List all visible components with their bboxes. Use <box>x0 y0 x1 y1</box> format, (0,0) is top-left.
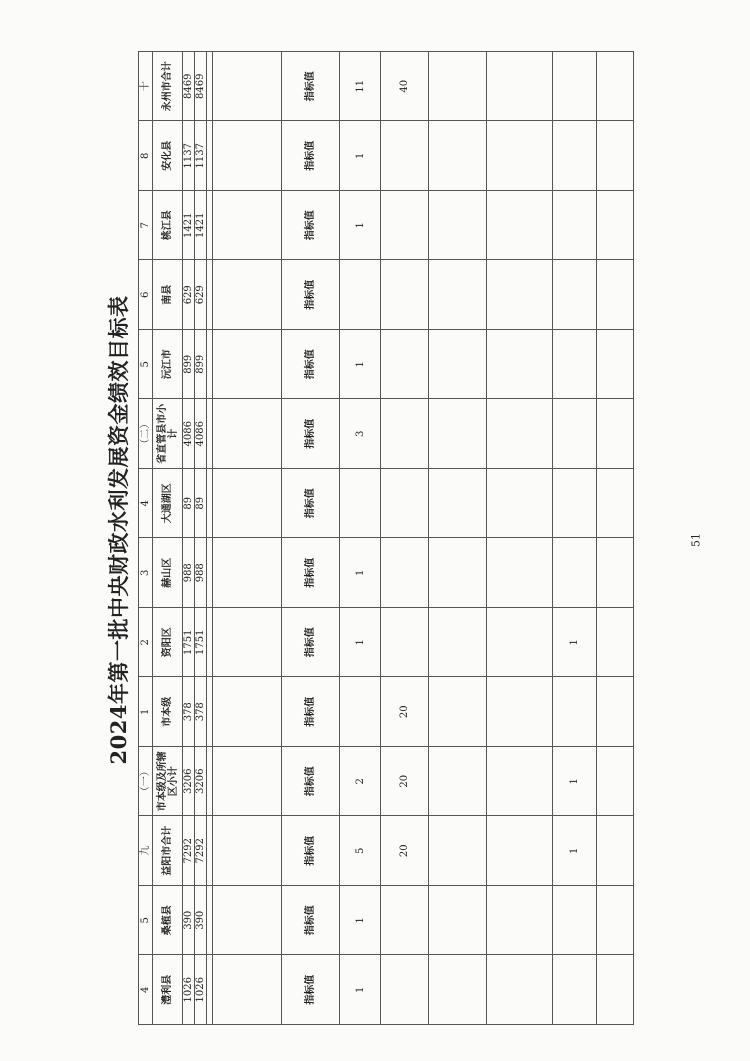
row-region-cell: 益阳市合计 <box>153 816 183 886</box>
row-indicator-cell: 指标值 <box>282 260 340 330</box>
page-title-text: 2024年第一批中央财政水利发展资金绩效目标表 <box>106 295 131 765</box>
row-value-4-cell <box>487 469 553 539</box>
row-blank-cell <box>213 816 282 886</box>
row-value-1-cell <box>340 677 381 747</box>
row-indicator-cell: 指标值 <box>282 955 340 1025</box>
row-code-cell: 3 <box>139 538 153 608</box>
row-total-cell: 7292 <box>183 816 195 886</box>
row-amount-cell: 390 <box>195 886 207 956</box>
page-number-text: 51 <box>689 533 703 547</box>
row-value-5-cell <box>553 260 597 330</box>
row-blank-cell <box>213 469 282 539</box>
row-value-6-cell <box>597 399 634 469</box>
row-code-cell: 4 <box>139 955 153 1025</box>
row-total-cell: 3206 <box>183 747 195 817</box>
row-amount-cell: 4086 <box>195 399 207 469</box>
row-value-3-cell <box>429 955 487 1025</box>
row-value-4-cell <box>487 330 553 400</box>
row-value-2-cell: 20 <box>381 677 429 747</box>
row-region-cell: 资阳区 <box>153 608 183 678</box>
row-value-5-cell <box>553 469 597 539</box>
row-blank-cell <box>213 330 282 400</box>
row-amount <box>195 52 207 1025</box>
row-amount-cell: 1137 <box>195 121 207 191</box>
row-region-cell: 市本级及所辖区小计 <box>153 747 183 817</box>
row-value-1-cell: 1 <box>340 608 381 678</box>
row-value-6-cell <box>597 52 634 122</box>
row-value-3-cell <box>429 330 487 400</box>
row-value-1-cell: 1 <box>340 886 381 956</box>
row-code-cell: 7 <box>139 191 153 261</box>
row-value-3-cell <box>429 816 487 886</box>
row-indicator-cell: 指标值 <box>282 469 340 539</box>
row-region-cell: 安化县 <box>153 121 183 191</box>
row-value-4-cell <box>487 260 553 330</box>
row-blank-cell <box>213 399 282 469</box>
row-value-2-cell <box>381 399 429 469</box>
row-indicator-cell: 指标值 <box>282 886 340 956</box>
row-blank-cell <box>213 121 282 191</box>
row-total-cell: 899 <box>183 330 195 400</box>
row-value-4-cell <box>487 191 553 261</box>
row-value-5-cell <box>553 886 597 956</box>
row-value-4 <box>487 52 553 1025</box>
row-value-3-cell <box>429 886 487 956</box>
row-value-6-cell <box>597 330 634 400</box>
row-code-cell: 8 <box>139 121 153 191</box>
row-amount-cell: 988 <box>195 538 207 608</box>
row-blank-cell <box>213 608 282 678</box>
row-value-2-cell <box>381 260 429 330</box>
row-amount-cell: 8469 <box>195 52 207 122</box>
row-value-2-cell <box>381 121 429 191</box>
row-value-1-cell: 2 <box>340 747 381 817</box>
row-value-1-cell <box>340 469 381 539</box>
row-total-cell: 1137 <box>183 121 195 191</box>
row-region-cell: 桑植县 <box>153 886 183 956</box>
row-total-cell: 1421 <box>183 191 195 261</box>
row-value-1 <box>340 52 381 1025</box>
row-value-6-cell <box>597 121 634 191</box>
row-blank-cell <box>213 747 282 817</box>
row-region-cell: 省直管县市小计 <box>153 399 183 469</box>
row-total-cell: 378 <box>183 677 195 747</box>
row-blank-cell <box>213 677 282 747</box>
row-value-1-cell: 5 <box>340 816 381 886</box>
row-total-cell: 988 <box>183 538 195 608</box>
row-value-3-cell <box>429 121 487 191</box>
row-value-5-cell <box>553 330 597 400</box>
row-region <box>153 52 183 1025</box>
row-amount-cell: 1421 <box>195 191 207 261</box>
row-code-cell: 2 <box>139 608 153 678</box>
row-indicator <box>282 52 340 1025</box>
row-value-3-cell <box>429 260 487 330</box>
row-region-cell: 澧利县 <box>153 955 183 1025</box>
performance-target-table <box>138 52 631 1025</box>
row-value-6-cell <box>597 191 634 261</box>
row-region-cell: 市本级 <box>153 677 183 747</box>
row-value-6-cell <box>597 469 634 539</box>
row-value-3-cell <box>429 469 487 539</box>
row-blank <box>213 52 282 1025</box>
row-region-cell: 赫山区 <box>153 538 183 608</box>
row-value-1-cell: 1 <box>340 955 381 1025</box>
row-value-6-cell <box>597 955 634 1025</box>
row-region-cell: 南县 <box>153 260 183 330</box>
row-value-6-cell <box>597 608 634 678</box>
row-amount-cell: 629 <box>195 260 207 330</box>
row-code-cell: 4 <box>139 469 153 539</box>
row-value-5-cell <box>553 399 597 469</box>
row-value-2-cell <box>381 608 429 678</box>
row-value-5-cell: 1 <box>553 608 597 678</box>
row-indicator-cell: 指标值 <box>282 52 340 122</box>
row-value-5-cell <box>553 52 597 122</box>
row-value-2-cell: 20 <box>381 747 429 817</box>
row-indicator-cell: 指标值 <box>282 608 340 678</box>
row-blank-cell <box>213 886 282 956</box>
row-region-cell: 桃江县 <box>153 191 183 261</box>
row-value-1-cell: 11 <box>340 52 381 122</box>
row-value-1-cell <box>340 260 381 330</box>
row-code-cell: 九 <box>139 816 153 886</box>
row-value-5-cell <box>553 677 597 747</box>
row-value-4-cell <box>487 955 553 1025</box>
row-value-2-cell <box>381 955 429 1025</box>
row-code-cell: （一） <box>139 747 153 817</box>
row-region-cell: 沅江市 <box>153 330 183 400</box>
row-value-4-cell <box>487 816 553 886</box>
row-blank-cell <box>213 260 282 330</box>
row-amount-cell: 899 <box>195 330 207 400</box>
row-indicator-cell: 指标值 <box>282 677 340 747</box>
row-total-cell: 89 <box>183 469 195 539</box>
row-amount-cell: 1751 <box>195 608 207 678</box>
row-region-cell: 永州市合计 <box>153 52 183 122</box>
row-value-1-cell: 1 <box>340 121 381 191</box>
row-value-4-cell <box>487 747 553 817</box>
row-value-3-cell <box>429 399 487 469</box>
row-blank-cell <box>213 538 282 608</box>
row-code-cell: （二） <box>139 399 153 469</box>
row-value-2 <box>381 52 429 1025</box>
row-total-cell: 1751 <box>183 608 195 678</box>
row-indicator-cell: 指标值 <box>282 816 340 886</box>
row-value-6-cell <box>597 886 634 956</box>
row-value-2-cell: 20 <box>381 816 429 886</box>
row-value-6 <box>597 52 634 1025</box>
row-amount-cell: 89 <box>195 469 207 539</box>
row-code-cell: 5 <box>139 886 153 956</box>
row-value-6-cell <box>597 747 634 817</box>
row-value-2-cell <box>381 538 429 608</box>
row-blank-cell <box>213 191 282 261</box>
row-amount-cell: 3206 <box>195 747 207 817</box>
row-value-3-cell <box>429 677 487 747</box>
row-amount-cell: 7292 <box>195 816 207 886</box>
row-value-2-cell <box>381 469 429 539</box>
row-blank-cell <box>213 52 282 122</box>
row-value-3-cell <box>429 538 487 608</box>
row-amount-cell: 378 <box>195 677 207 747</box>
row-value-2-cell <box>381 330 429 400</box>
row-value-4-cell <box>487 52 553 122</box>
row-total-cell: 1026 <box>183 955 195 1025</box>
row-code-cell: 5 <box>139 330 153 400</box>
row-value-5-cell <box>553 955 597 1025</box>
row-value-3 <box>429 52 487 1025</box>
row-value-3-cell <box>429 608 487 678</box>
row-amount-cell: 1026 <box>195 955 207 1025</box>
row-value-2-cell <box>381 886 429 956</box>
row-value-6-cell <box>597 816 634 886</box>
row-value-1-cell: 1 <box>340 330 381 400</box>
row-value-5-cell: 1 <box>553 816 597 886</box>
row-total-cell: 4086 <box>183 399 195 469</box>
row-indicator-cell: 指标值 <box>282 747 340 817</box>
row-total-cell: 390 <box>183 886 195 956</box>
row-indicator-cell: 指标值 <box>282 191 340 261</box>
row-value-5-cell <box>553 538 597 608</box>
row-value-4-cell <box>487 608 553 678</box>
row-value-4-cell <box>487 886 553 956</box>
row-value-3-cell <box>429 191 487 261</box>
row-value-2-cell: 40 <box>381 52 429 122</box>
row-value-2-cell <box>381 191 429 261</box>
row-total-cell: 8469 <box>183 52 195 122</box>
row-value-4-cell <box>487 399 553 469</box>
row-value-6-cell <box>597 260 634 330</box>
row-code <box>139 52 153 1025</box>
row-code-cell: 1 <box>139 677 153 747</box>
row-value-1-cell: 3 <box>340 399 381 469</box>
row-value-6-cell <box>597 538 634 608</box>
row-value-5-cell <box>553 121 597 191</box>
row-value-1-cell: 1 <box>340 538 381 608</box>
row-value-5-cell: 1 <box>553 747 597 817</box>
row-code-cell: 6 <box>139 260 153 330</box>
row-value-4-cell <box>487 121 553 191</box>
row-value-5-cell <box>553 191 597 261</box>
row-indicator-cell: 指标值 <box>282 330 340 400</box>
row-value-4-cell <box>487 677 553 747</box>
row-total <box>183 52 195 1025</box>
row-value-5 <box>553 52 597 1025</box>
row-blank-cell <box>213 955 282 1025</box>
row-value-1-cell: 1 <box>340 191 381 261</box>
row-region-cell: 大通湖区 <box>153 469 183 539</box>
row-indicator-cell: 指标值 <box>282 399 340 469</box>
row-code-cell: 十 <box>139 52 153 122</box>
row-value-6-cell <box>597 677 634 747</box>
row-indicator-cell: 指标值 <box>282 538 340 608</box>
row-indicator-cell: 指标值 <box>282 121 340 191</box>
data-table <box>138 51 634 1025</box>
row-value-3-cell <box>429 52 487 122</box>
row-total-cell: 629 <box>183 260 195 330</box>
row-value-4-cell <box>487 538 553 608</box>
row-value-3-cell <box>429 747 487 817</box>
